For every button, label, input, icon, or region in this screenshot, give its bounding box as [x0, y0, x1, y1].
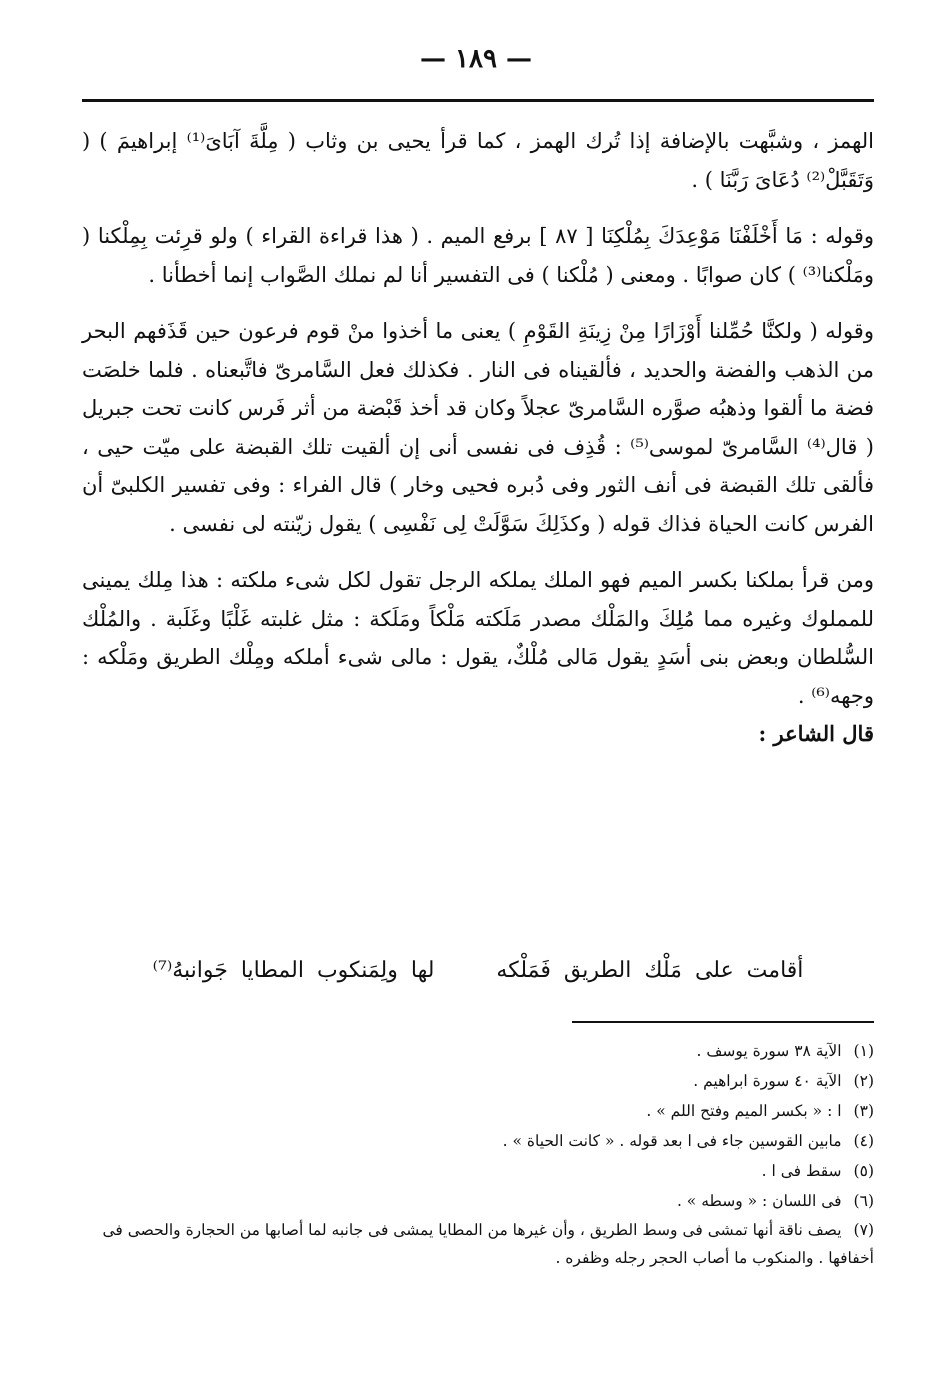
footnotes [82, 1036, 874, 1272]
footnote-number: (١) [853, 1042, 874, 1060]
footnote [82, 1216, 874, 1272]
header-rule [82, 99, 874, 102]
footnote-number: (٥) [853, 1162, 874, 1180]
footnote-number: (٦) [853, 1192, 874, 1210]
footnote-text: الآية ٤٠ سورة ابراهيم . [693, 1072, 842, 1090]
paragraph: وقوله ( ولكنَّا حُمِّلنا أَوْزَارًا مِنْ زِينَةِ القَوْمِ ) يعنى ما أخذوا منْ قوم فرعون حين قَذَفهم البحر من الذهب والفضة والحديد ، فألقيناه فى النار . فكذلك فعل السَّامرىّ فاتَّبعناه . فلما خلصَت فضة ما ألقوا وذهبُه صوَّره السَّامرىّ عجلاً وكان قد أخذ قَبْضة من أثر فَرس كانت تحت جبريل ( قال⁽⁴⁾ السَّامرىّ لموسى⁽⁵⁾ : قُذِف فى نفسى أنى إن ألقيت تلك القبضة على ميّت حيى ، فألقى تلك القبضة فى أنف الثور وفى دُبره فحيى وخار ) قال الفراء : وفى تفسير الكلبىّ أن الفرس كانت الحياة فذاك قوله ( وكذَلِكَ سَوَّلَتْ لِى نَفْسِى ) يقول زيّنته لى نفسى . [82, 319, 874, 536]
footnote-text: ا : « بكسر الميم وفتح اللم » . [646, 1102, 842, 1120]
paragraph: الهمز ، وشبَّهت بالإضافة إذا تُرك الهمز ، كما قرأ يحيى بن وثاب ( مِلَّةَ آبَاىَ⁽¹⁾ إبراهيمَ ) ( وَتَقَبَّلْ⁽²⁾ دُعَاىَ رَبَّنَا ) . [82, 129, 874, 192]
poem-intro: قال الشاعر : [758, 721, 874, 746]
footnote [82, 1066, 874, 1096]
footnote [82, 1096, 874, 1126]
footnote [82, 1036, 874, 1066]
footnote-text: سقط فى ا . [761, 1162, 842, 1180]
footnote-text: الآية ٣٨ سورة يوسف . [696, 1042, 842, 1060]
page-number: — ١٨٩ — [419, 44, 533, 74]
footnote-text: فى اللسان : « وسطه » . [676, 1192, 842, 1210]
footnote-number: (٤) [853, 1132, 874, 1150]
footnote-rule [572, 1021, 874, 1023]
verse-second-hemistich: لها ولِمَنكوب المطايا جَوانبهُ⁽⁷⁾ [152, 958, 435, 983]
body-text [82, 122, 874, 772]
footnote-text: يصف ناقة أنها تمشى فى وسط الطريق ، وأن غيرها من المطايا يمشى فى جانبه لما أصابها من الحجارة والحصى فى أخفافها . والمنكوب ما أصاب الحجر رجله وظفره . [102, 1221, 874, 1267]
paragraph: وقوله : مَا أَخْلَفْنَا مَوْعِدَكَ بِمُلْكِنَا [ ٨٧ ] برفع الميم . ( هذا قراءة القراء ) ولو قرِئت بِمِلْكنا ( ومَلْكنا⁽³⁾ ) كان صوابًا . ومعنى ( مُلْكنا ) فى التفسير أنا لم نملك الصَّواب إنما أخطأنا . [82, 224, 874, 287]
footnote [82, 1156, 874, 1186]
footnote-number: (٢) [853, 1072, 874, 1090]
verse-first-hemistich: أقامت على مَلْك الطريق فَمَلْكه [496, 958, 804, 983]
poem-verse [82, 958, 874, 983]
footnote [82, 1126, 874, 1156]
paragraph: ومن قرأ بملكنا بكسر الميم فهو الملك يملكه الرجل تقول لكل شىء ملكته : هذا مِلك يمينى للمملوك وغيره مما مُلِكَ والمَلْك مصدر مَلَكته مَلْكاً ومَلَكة : مثل غلبته غَلْبًا وغَلَبة . والمُلْك السُّلطان وبعض بنى أسَدٍ يقول مَالى مُلْكٌ، يقول : مالى شىء أملكه ومِلْك الطريق ومَلْكه : وجهه⁽⁶⁾ . [82, 568, 874, 708]
footnote-number: (٣) [853, 1102, 874, 1120]
footnote [82, 1186, 874, 1216]
footnote-text: مابين القوسين جاء فى ا بعد قوله . « كانت الحياة » . [502, 1132, 842, 1150]
footnote-number: (٧) [853, 1221, 874, 1239]
